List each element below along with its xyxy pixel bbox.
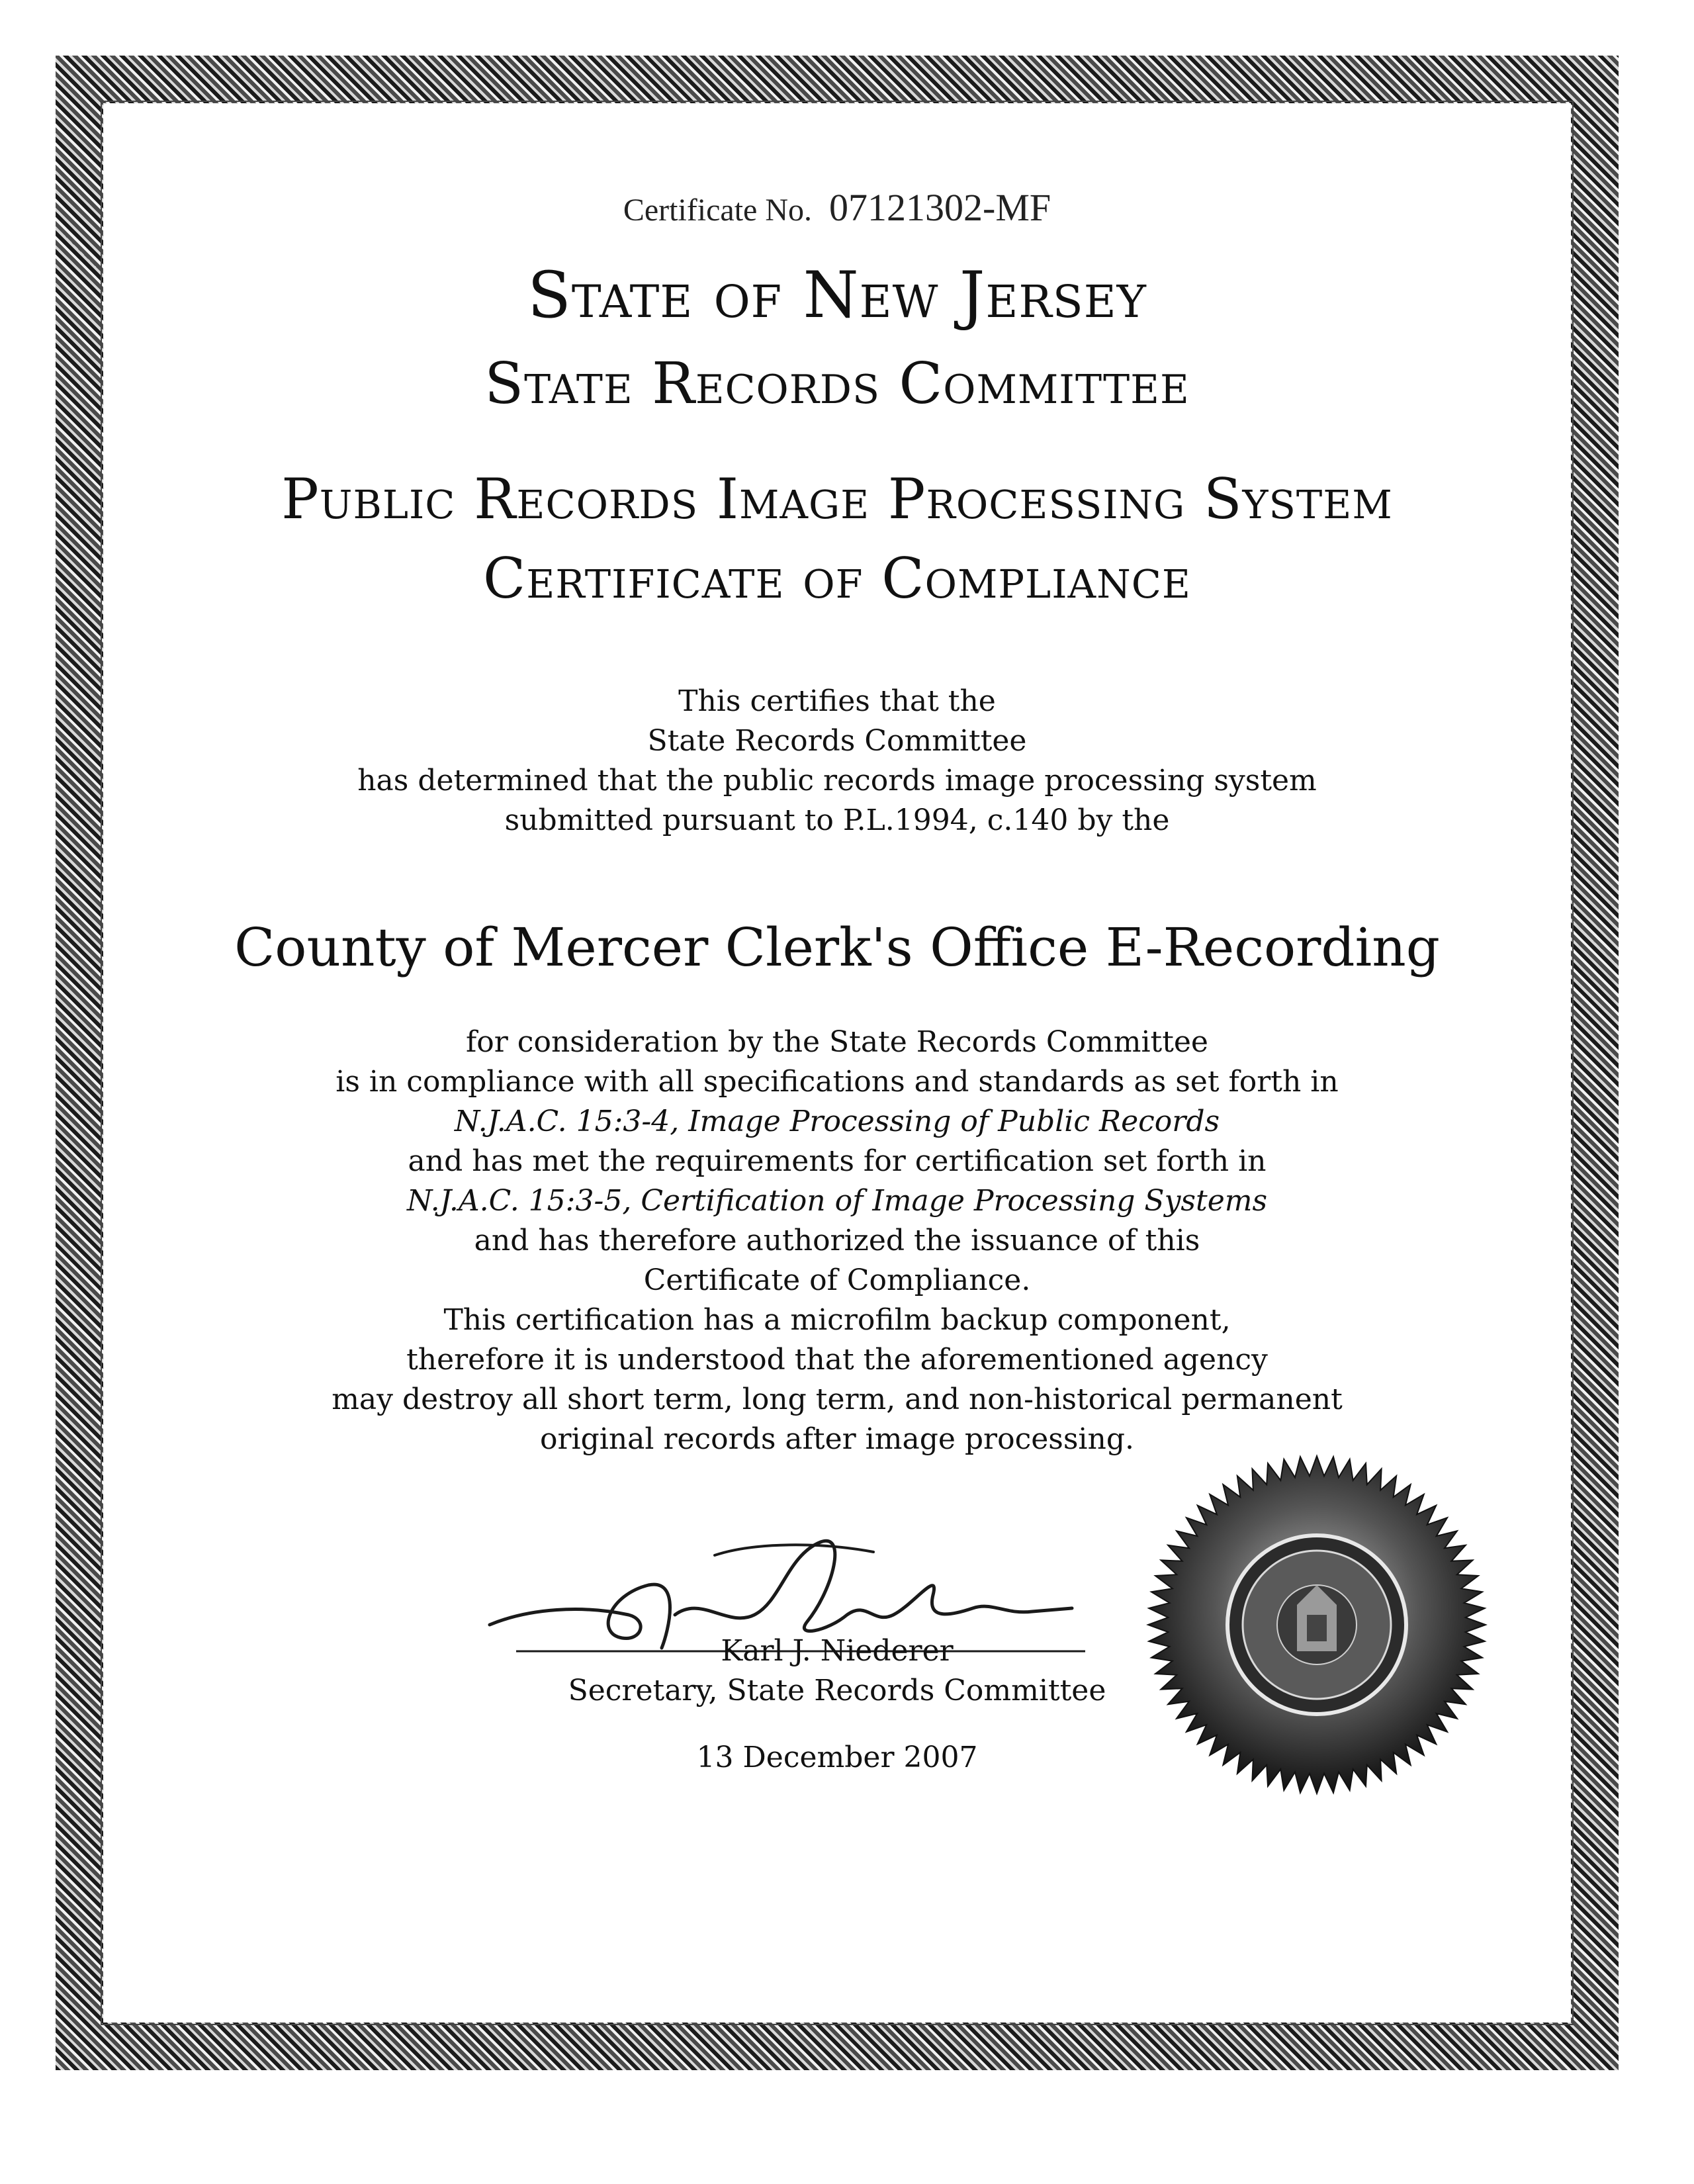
certificate-number: 07121302-MF <box>829 186 1051 229</box>
intro-line: has determined that the public records image processing system <box>357 764 1317 797</box>
intro-line: This certifies that the <box>678 684 996 718</box>
certificate-number-label: Certificate No. <box>623 193 813 228</box>
certificate-number-line <box>106 185 1568 230</box>
body-line: original records after image processing. <box>539 1422 1134 1456</box>
issue-date: 13 December 2007 <box>696 1741 978 1774</box>
body-line: Certificate of Compliance. <box>643 1263 1031 1297</box>
body-line: therefore it is understood that the aforementioned agency <box>406 1343 1268 1377</box>
agency-name: County of Mercer Clerk's Office E-Recording <box>234 917 1440 978</box>
signer-title: Secretary, State Records Committee <box>568 1674 1106 1707</box>
signer-name: Karl J. Niederer <box>721 1634 954 1668</box>
title-committee: State Records Committee <box>484 351 1190 417</box>
regulation-citation: N.J.A.C. 15:3-5, <box>406 1184 632 1218</box>
body-line: and has met the requirements for certification set forth in <box>408 1144 1267 1178</box>
official-seal <box>1145 1453 1489 1797</box>
body-line: This certification has a microfilm backup component, <box>443 1303 1231 1337</box>
compliance-paragraph <box>106 1023 1568 1459</box>
regulation-title: Image Processing of Public Records <box>688 1105 1220 1138</box>
body-line: for consideration by the State Records Committee <box>466 1025 1208 1059</box>
intro-line: State Records Committee <box>647 724 1027 758</box>
body-line: is in compliance with all specifications and standards as set forth in <box>335 1065 1339 1099</box>
body-line <box>106 1181 1568 1221</box>
body-line: may destroy all short term, long term, and non-historical permanent <box>332 1383 1343 1416</box>
intro-paragraph <box>106 682 1568 841</box>
intro-line: submitted pursuant to P.L.1994, c.140 by the <box>504 803 1170 837</box>
title-certificate: Certificate of Compliance <box>483 546 1191 611</box>
body-line: and has therefore authorized the issuance of this <box>474 1224 1200 1257</box>
seal-icon <box>1145 1453 1489 1797</box>
title-system: Public Records Image Processing System <box>281 467 1393 531</box>
regulation-title: Certification of Image Processing Systems <box>641 1184 1268 1218</box>
title-state: State of New Jersey <box>527 258 1147 332</box>
certificate-content <box>106 106 1568 2025</box>
body-line <box>106 1102 1568 1142</box>
regulation-citation: N.J.A.C. 15:3-4, <box>454 1105 680 1138</box>
